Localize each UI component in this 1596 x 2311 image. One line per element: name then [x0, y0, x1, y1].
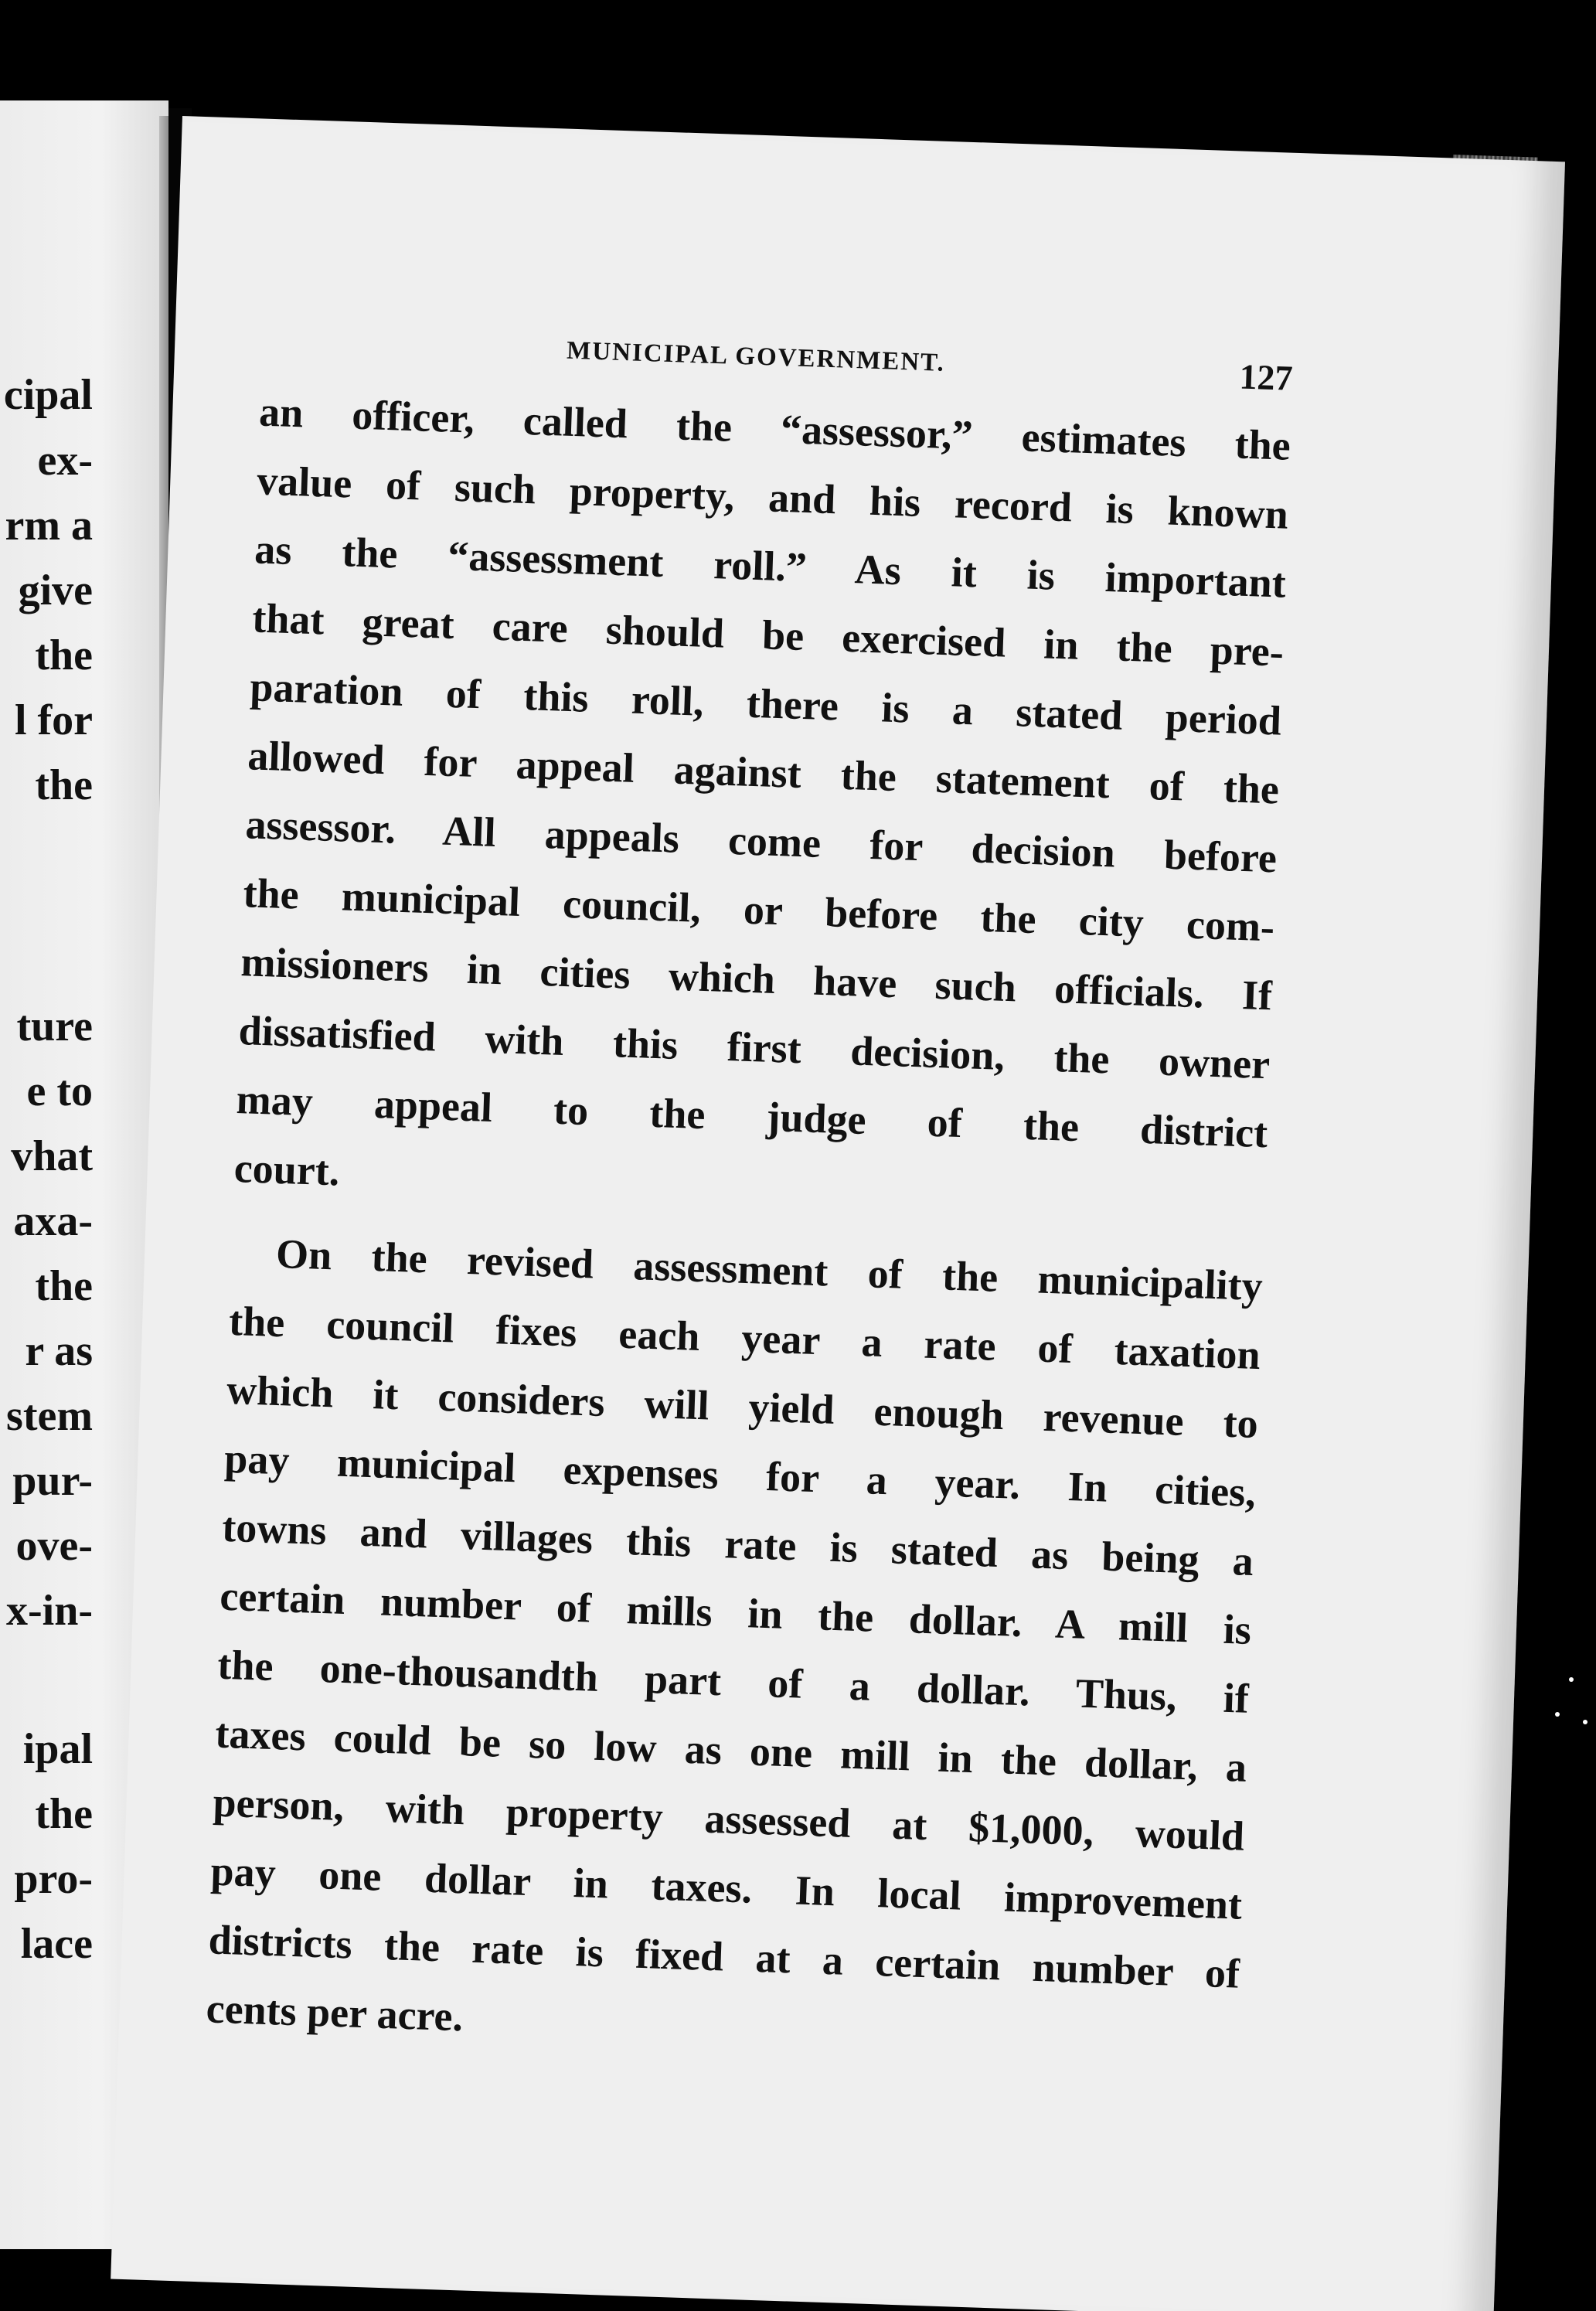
- left-fragment: give: [18, 567, 93, 614]
- left-fragment: ex-: [37, 437, 93, 485]
- left-fragment: stem: [6, 1392, 93, 1440]
- left-fragment: vhat: [11, 1132, 93, 1180]
- paragraph-2: [205, 1218, 1264, 2078]
- text-line: taxes could be so low as one mill in the dollar, a: [214, 1710, 1247, 1791]
- text-line: districts the rate is fixed at a certain number of: [207, 1916, 1241, 1997]
- left-fragment: ove-: [15, 1522, 93, 1570]
- text-line: towns and villages this rate is stated as being a: [221, 1503, 1254, 1584]
- text-line: may appeal to the judge of the district: [235, 1076, 1269, 1157]
- text-line: court.: [233, 1144, 341, 1195]
- text-line: On the revised assessment of the municipality: [275, 1230, 1264, 1310]
- left-fragment: axa-: [13, 1197, 93, 1245]
- text-line: person, with property assessed at $1,000, would: [212, 1778, 1245, 1860]
- left-fragment: r as: [25, 1327, 93, 1375]
- text-line: paration of this roll, there is a stated period: [249, 663, 1282, 744]
- left-fragment: ture: [16, 1002, 93, 1050]
- left-fragment: x-in-: [6, 1587, 93, 1635]
- page-number: 127: [1238, 356, 1294, 398]
- running-head-title: MUNICIPAL GOVERNMENT.: [566, 336, 946, 377]
- left-fragment: l for: [14, 696, 93, 744]
- page-body: [205, 324, 1293, 2078]
- left-fragment: cipal: [3, 371, 93, 419]
- left-fragment: the: [35, 1790, 93, 1838]
- left-fragment: ipal: [22, 1725, 93, 1773]
- left-fragment: the: [35, 1262, 93, 1310]
- text-line: an officer, called the “assessor,” estimates the: [258, 388, 1291, 469]
- text-line: cents per acre.: [205, 1985, 465, 2040]
- text-line: value of such property, and his record is known: [256, 457, 1289, 538]
- left-fragment: rm a: [5, 502, 93, 550]
- left-fragment: lace: [20, 1920, 93, 1968]
- right-page: [111, 116, 1565, 2311]
- dust-speck: [1569, 1677, 1574, 1682]
- text-line: missioners in cities which have such officials. If: [240, 938, 1274, 1019]
- paragraph-1: [233, 378, 1291, 1237]
- text-line: which it considers will yield enough revenue to: [226, 1366, 1259, 1448]
- text-line: certain number of mills in the dollar. A mill is: [219, 1572, 1252, 1653]
- text-line: as the “assessment roll.” As it is important: [254, 526, 1287, 607]
- left-fragment: the: [35, 631, 93, 679]
- text-line: dissatisfied with this first decision, the owner: [237, 1007, 1271, 1088]
- text-line: the municipal council, or before the city com-: [242, 870, 1275, 951]
- text-line: pay municipal expenses for a year. In cities,: [223, 1435, 1257, 1516]
- text-line: assessor. All appeals come for decision before: [244, 801, 1278, 882]
- dust-speck: [1555, 1712, 1560, 1717]
- text-line: allowed for appeal against the statement of the: [247, 732, 1280, 813]
- left-fragment: pro-: [14, 1855, 93, 1903]
- dust-speck: [1583, 1720, 1587, 1724]
- left-fragment: the: [35, 761, 93, 809]
- text-line: pay one dollar in taxes. In local improvement: [209, 1847, 1244, 1928]
- text-line: that great care should be exercised in the pre-: [251, 594, 1285, 676]
- text-line: the one-thousandth part of a dollar. Thus, if: [216, 1641, 1250, 1722]
- left-fragment: pur-: [12, 1457, 93, 1505]
- left-fragment: e to: [26, 1067, 93, 1115]
- text-line: the council fixes each year a rate of taxation: [228, 1297, 1261, 1379]
